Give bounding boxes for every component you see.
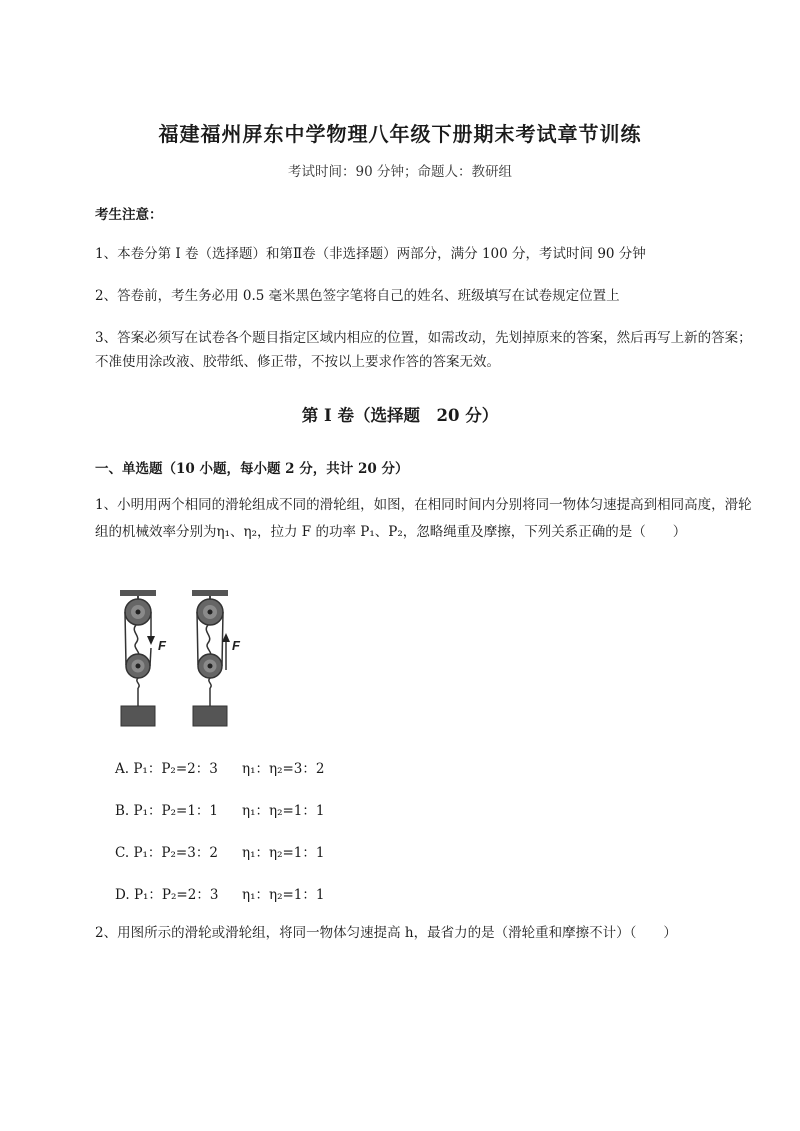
option-c-letter: C. [115,845,130,861]
option-c-efficiency-ratio: η₁：η₂=1：1 [242,845,325,861]
section-title: 第 I 卷（选择题 20 分） [301,406,499,425]
option-b-letter: B. [115,803,130,819]
option-a-power-ratio: P₁：P₂=2：3 [133,761,218,777]
pulley-figure [108,588,258,728]
option-a-efficiency-ratio: η₁：η₂=3：2 [242,761,325,777]
pulley-system-left [120,590,167,726]
exam-info: 考试时间：90 分钟；命题人：教研组 [288,164,512,180]
notice-item-1: 1、本卷分第 I 卷（选择题）和第Ⅱ卷（非选择题）两部分，满分 100 分，考试时间 90 分钟 [95,246,646,262]
option-c-power-ratio: P₁：P₂=3：2 [133,845,218,861]
force-label-left: F [158,638,166,653]
notice-heading: 考生注意： [95,207,163,223]
question-1-text: 1、小明用两个相同的滑轮组成不同的滑轮组，如图，在相同时间内分别将同一物体匀速提高到相同高度，滑轮组的机械效率分别为η₁、η₂，拉力 F 的功率 P₁、P₂，忽略绳重及摩擦，下列关系正确的是（ ） [95,497,752,540]
page-title: 福建福州屏东中学物理八年级下册期末考试章节训练 [158,122,642,146]
option-c[interactable] [115,841,325,861]
option-b[interactable] [115,799,325,819]
pulley-system-right [192,590,241,726]
notice-item-2: 2、答卷前，考生务必用 0.5 毫米黑色签字笔将自己的姓名、班级填写在试卷规定位置上 [95,288,620,304]
force-label-right: F [232,638,240,653]
option-d[interactable] [115,883,325,903]
option-d-letter: D. [115,887,130,903]
option-b-efficiency-ratio: η₁：η₂=1：1 [242,803,325,819]
option-b-power-ratio: P₁：P₂=1：1 [133,803,218,819]
option-d-efficiency-ratio: η₁：η₂=1：1 [242,887,325,903]
part-heading: 一、单选题（10 小题，每小题 2 分，共计 20 分） [95,461,409,477]
option-a-letter: A. [115,761,130,777]
option-a[interactable] [115,757,325,777]
notice-item-3: 3、答案必须写在试卷各个题目指定区域内相应的位置，如需改动，先划掉原来的答案，然后再写上新的答案；不准使用涂改液、胶带纸、修正带，不按以上要求作答的答案无效。 [95,330,752,370]
option-d-power-ratio: P₁：P₂=2：3 [133,887,219,903]
question-2-text: 2、用图所示的滑轮或滑轮组，将同一物体匀速提高 h，最省力的是（滑轮重和摩擦不计）（ ） [95,925,677,941]
